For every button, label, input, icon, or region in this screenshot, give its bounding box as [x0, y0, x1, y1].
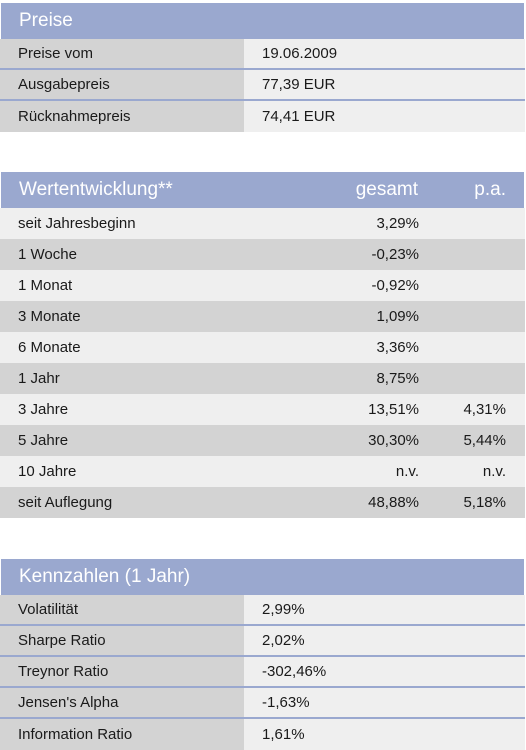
- kennzahlen-title: Kennzahlen (1 Jahr): [19, 566, 191, 587]
- table-row: [0, 239, 525, 270]
- period-label: seit Auflegung: [18, 494, 113, 511]
- total-value: -0,92%: [371, 277, 419, 294]
- preise-title: Preise: [19, 10, 73, 31]
- table-row: [0, 363, 525, 394]
- period-label: 1 Woche: [18, 246, 77, 263]
- kennzahlen-label: Jensen's Alpha: [0, 688, 244, 719]
- preise-label: Preise vom: [0, 39, 244, 70]
- period-label: 1 Monat: [18, 277, 73, 294]
- total-value: -0,23%: [371, 246, 419, 263]
- column-header-pa: p.a.: [474, 179, 506, 200]
- kennzahlen-value: -1,63%: [244, 688, 525, 719]
- period-label: seit Jahresbeginn: [18, 215, 136, 232]
- pa-value: n.v.: [482, 463, 506, 480]
- total-value: 13,51%: [368, 401, 419, 418]
- wertentwicklung-section: [0, 172, 526, 518]
- total-value: 30,30%: [368, 432, 419, 449]
- preise-row: [0, 70, 526, 101]
- kennzahlen-value: 1,61%: [244, 719, 525, 750]
- kennzahlen-value: -302,46%: [244, 657, 525, 688]
- table-row: [0, 270, 525, 301]
- table-row: [0, 301, 525, 332]
- table-row: [0, 208, 525, 239]
- total-value: 1,09%: [376, 308, 419, 325]
- total-value: 8,75%: [376, 370, 419, 387]
- kennzahlen-row: [0, 595, 526, 626]
- column-header-gesamt: gesamt: [355, 179, 418, 200]
- kennzahlen-label: Volatilität: [0, 595, 244, 626]
- kennzahlen-label: Information Ratio: [0, 719, 244, 750]
- preise-value: 77,39 EUR: [244, 70, 525, 101]
- kennzahlen-label: Treynor Ratio: [0, 657, 244, 688]
- kennzahlen-section: [0, 559, 526, 750]
- period-label: 3 Jahre: [18, 401, 69, 418]
- wertentwicklung-header: [1, 172, 524, 208]
- total-value: n.v.: [395, 463, 419, 480]
- preise-label: Rücknahmepreis: [0, 101, 244, 132]
- period-label: 10 Jahre: [18, 463, 77, 480]
- kennzahlen-value: 2,99%: [244, 595, 525, 626]
- kennzahlen-value: 2,02%: [244, 626, 525, 657]
- total-value: 3,29%: [376, 215, 419, 232]
- table-row: [0, 394, 525, 425]
- total-value: 48,88%: [368, 494, 419, 511]
- preise-row: [0, 39, 526, 70]
- period-label: 1 Jahr: [18, 370, 60, 387]
- period-label: 5 Jahre: [18, 432, 69, 449]
- kennzahlen-row: [0, 719, 526, 750]
- preise-label: Ausgabepreis: [0, 70, 244, 101]
- kennzahlen-row: [0, 657, 526, 688]
- preise-value: 74,41 EUR: [244, 101, 525, 132]
- kennzahlen-row: [0, 688, 526, 719]
- pa-value: 4,31%: [463, 401, 506, 418]
- table-row: [0, 487, 525, 518]
- preise-section: [0, 3, 526, 132]
- total-value: 3,36%: [376, 339, 419, 356]
- table-row: [0, 456, 525, 487]
- kennzahlen-row: [0, 626, 526, 657]
- preise-value: 19.06.2009: [244, 39, 525, 70]
- table-row: [0, 425, 525, 456]
- table-row: [0, 332, 525, 363]
- kennzahlen-header: [1, 559, 524, 595]
- period-label: 6 Monate: [18, 339, 81, 356]
- preise-header: [1, 3, 524, 39]
- pa-value: 5,44%: [463, 432, 506, 449]
- kennzahlen-label: Sharpe Ratio: [0, 626, 244, 657]
- pa-value: 5,18%: [463, 494, 506, 511]
- period-label: 3 Monate: [18, 308, 81, 325]
- wertentwicklung-title: Wertentwicklung**: [19, 179, 173, 200]
- preise-row: [0, 101, 526, 132]
